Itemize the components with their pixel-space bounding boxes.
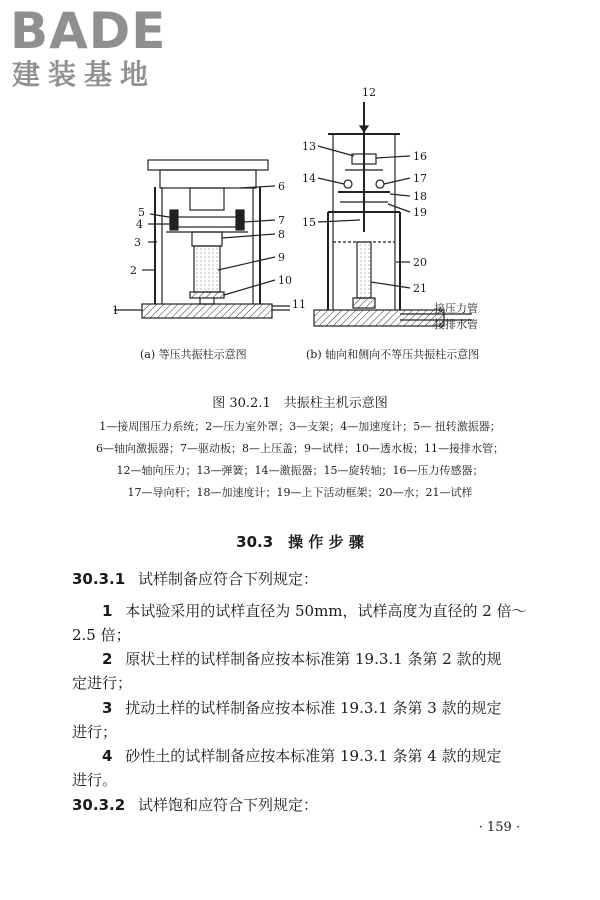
label-16: 16 xyxy=(413,150,427,163)
item-2 xyxy=(102,648,502,669)
label-19: 19 xyxy=(413,206,427,219)
label-11: 11 xyxy=(292,298,306,311)
item-1-cont: 2.5 倍； xyxy=(72,626,131,644)
clause-30-3-1 xyxy=(72,568,318,589)
item-number: 1 xyxy=(102,602,113,620)
label-drain-pipe: 接排水管 xyxy=(434,318,478,331)
label-2: 2 xyxy=(130,264,137,277)
item-3 xyxy=(102,697,502,718)
clause-30-3-2 xyxy=(72,794,318,815)
label-1: 1 xyxy=(112,304,119,317)
label-18: 18 xyxy=(413,190,427,203)
resonant-column-figure xyxy=(100,86,520,370)
section-title: 30.3 操 作 步 骤 xyxy=(236,533,364,551)
page-number: · 159 · xyxy=(478,820,520,835)
item-text: 扰动土样的试样制备应按本标准 19.3.1 条第 3 款的规定 xyxy=(125,699,502,717)
label-20: 20 xyxy=(413,256,427,269)
caption-left: (a) 等压共振柱示意图 xyxy=(140,348,247,361)
item-text: 本试验采用的试样直径为 50mm，试样高度为直径的 2 倍～ xyxy=(125,602,527,620)
item-4 xyxy=(102,745,502,766)
label-4: 4 xyxy=(136,218,143,231)
label-5: 5 xyxy=(138,206,145,219)
label-21: 21 xyxy=(413,282,427,295)
clause-text: 试样制备应符合下列规定： xyxy=(137,570,318,588)
label-8: 8 xyxy=(278,228,285,241)
logo-brand: BADE xyxy=(10,2,167,60)
item-text: 砂性土的试样制备应按本标准第 19.3.1 条第 4 款的规定 xyxy=(125,747,502,765)
label-12: 12 xyxy=(362,86,376,99)
label-17: 17 xyxy=(413,172,427,185)
label-10: 10 xyxy=(278,274,292,287)
legend-line: 12—轴向压力；13—弹簧；14—激振器；15—旋转轴；16—压力传感器； xyxy=(116,464,484,477)
item-3-cont: 进行； xyxy=(72,723,118,741)
clause-number: 30.3.1 xyxy=(72,570,126,588)
right-apparatus xyxy=(314,102,472,326)
apparatus-diagram xyxy=(100,92,520,332)
legend-line: 6—轴向激振器；7—驱动板；8—上压盖；9—试样；10—透水板；11—接排水管； xyxy=(96,442,504,455)
item-1 xyxy=(102,600,527,621)
clause-number: 30.3.2 xyxy=(72,796,126,814)
clause-text: 试样饱和应符合下列规定： xyxy=(137,796,318,814)
item-text: 原状土样的试样制备应按本标准第 19.3.1 条第 2 款的规 xyxy=(125,650,502,668)
label-9: 9 xyxy=(278,251,285,264)
item-number: 4 xyxy=(102,747,113,765)
figure-legend xyxy=(0,416,600,504)
label-13: 13 xyxy=(302,140,316,153)
label-6: 6 xyxy=(278,180,285,193)
caption-right: (b) 轴向和侧向不等压共振柱示意图 xyxy=(306,348,480,361)
label-3: 3 xyxy=(134,236,141,249)
logo-subtitle: 建装基地 xyxy=(12,58,157,91)
item-number: 2 xyxy=(102,650,113,668)
legend-line: 1—接周围压力系统；2—压力室外罩；3—支架；4—加速度计；5— 扭转激振器； xyxy=(99,420,501,433)
label-pressure-pipe: 接压力管 xyxy=(434,302,478,315)
item-4-cont: 进行。 xyxy=(72,771,118,789)
item-2-cont: 定进行； xyxy=(72,674,133,692)
label-15: 15 xyxy=(302,216,316,229)
label-14: 14 xyxy=(302,172,316,185)
watermark-logo xyxy=(10,4,166,92)
item-number: 3 xyxy=(102,699,113,717)
figure-title: 图 30.2.1 共振柱主机示意图 xyxy=(212,396,388,411)
legend-line: 17—导向杆；18—加速度计；19—上下活动框架；20—水；21—试样 xyxy=(127,486,473,499)
label-7: 7 xyxy=(278,214,285,227)
